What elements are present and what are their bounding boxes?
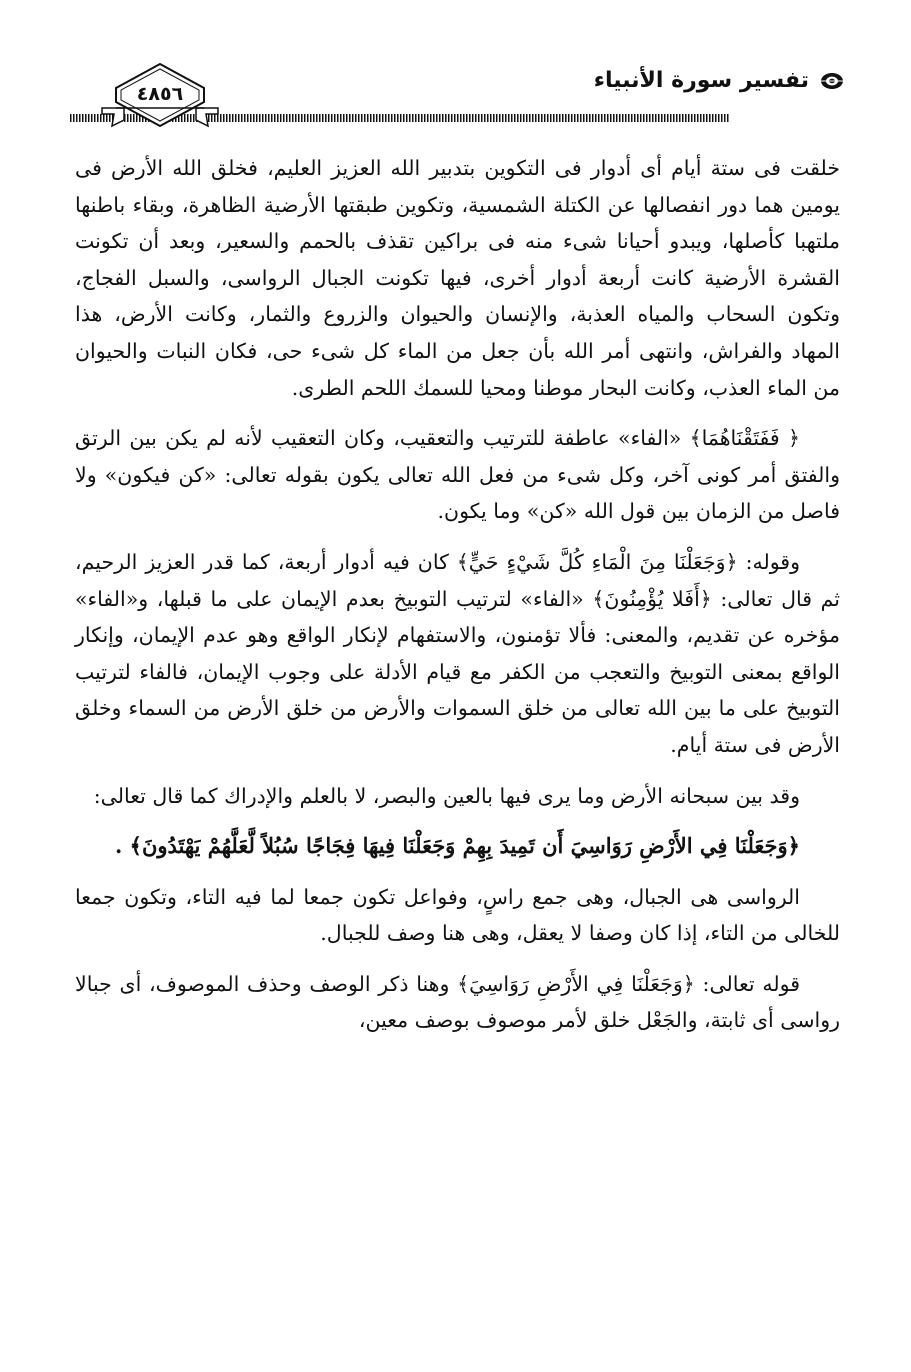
rosette-ornament-icon bbox=[819, 71, 845, 91]
page-header bbox=[70, 62, 845, 132]
paragraph-1: خلقت فى ستة أيام أى أدوار فى التكوين بتدبير الله العزيز العليم، فخلق الله الأرض فى يومين هما دور انفصالها عن الكتلة الشمسية، وتكوين طبقتها الأرضية الظاهرة، وبقاء باطنها ملتهبا كأصلها، ويبدو أحيانا شىء منه فى براكين تقذف بالحمم والسعير، وبعد أن تكونت القشرة الأرضية كانت أربعة أدوار أخرى، فيها تكونت الجبال الرواسى، والسبل الفجاج، وتكون السحاب والمياه العذبة، والإنسان والحيوان والزروع والثمار، وكانت الأرض، هذا المهاد والفراش، وانتهى أمر الله بأن جعل من الماء كل شىء حى، فكان النبات والحيوان من الماء العذب، وكانت البحار موطنا ومحيا للسمك اللحم الطرى. bbox=[75, 156, 840, 400]
paragraph-6: قوله تعالى: ﴿وَجَعَلْنَا فِي الأَرْضِ رَوَاسِيَ﴾ وهنا ذكر الوصف وحذف الموصوف، أى جبالا رواسى أى ثابتة، والجَعْل خلق لأمر موصوف بوصف معين، bbox=[75, 971, 840, 1033]
body-text bbox=[75, 150, 840, 1053]
paragraph-2: ﴿ فَفَتَقْنَاهُمَا﴾ «الفاء» عاطفة للترتيب والتعقيب، وكان التعقيب لأنه لم يكن بين الرتق والفتق أمر كونى آخر، وكل شىء من فعل الله تعالى يكون بقوله تعالى: «كن فيكون» ولا فاصل من الزمان بين قول الله «كن» وما يكون. bbox=[75, 426, 840, 524]
paragraph-3: وقوله: ﴿وَجَعَلْنَا مِنَ الْمَاءِ كُلَّ شَيْءٍ حَيٍّ﴾ كان فيه أدوار أربعة، كما قدر العزيز الرحيم، ثم قال تعالى: ﴿أَفَلا يُؤْمِنُونَ﴾ «الفاء» لترتيب التوبيخ بعدم الإيمان على ما قبلها، و«الفاء» مؤخره عن تقديم، والمعنى: فألا تؤمنون، والاستفهام لإنكار الواقع وهو عدم الإيمان، وإنكار الواقع بمعنى التوبيخ والتعجب من الكفر مع قيام الأدلة على وجوب الإيمان، فالفاء لترتيب التوبيخ على ما بين الله تعالى من خلق السموات والأرض من خلق الأرض من السماء وخلق الأرض فى ستة أيام. bbox=[75, 549, 840, 757]
page-number-badge bbox=[100, 62, 220, 132]
quranic-verse: ﴿وَجَعَلْنَا فِي الأَرْضِ رَوَاسِيَ أَن تَمِيدَ بِهِمْ وَجَعَلْنَا فِيهَا فِجَاجًا سُبُلاً لَّعَلَّهُمْ يَهْتَدُونَ﴾ . bbox=[115, 833, 800, 859]
running-title bbox=[594, 66, 845, 96]
running-title-text: تفسير سورة الأنبياء bbox=[593, 68, 809, 93]
paragraph-5: الرواسى هى الجبال، وهى جمع راسٍ، وفواعل تكون جمعا لما فيه التاء، وتكون جمعا للخالى من التاء، إذا كان وصفا لا يعقل، وهى هنا وصف للجبال. bbox=[75, 884, 840, 946]
page-number: ٤٨٥٦ bbox=[136, 83, 184, 105]
paragraph-4: وقد بين سبحانه الأرض وما يرى فيها بالعين والبصر، لا بالعلم والإدراك كما قال تعالى: bbox=[93, 783, 800, 808]
